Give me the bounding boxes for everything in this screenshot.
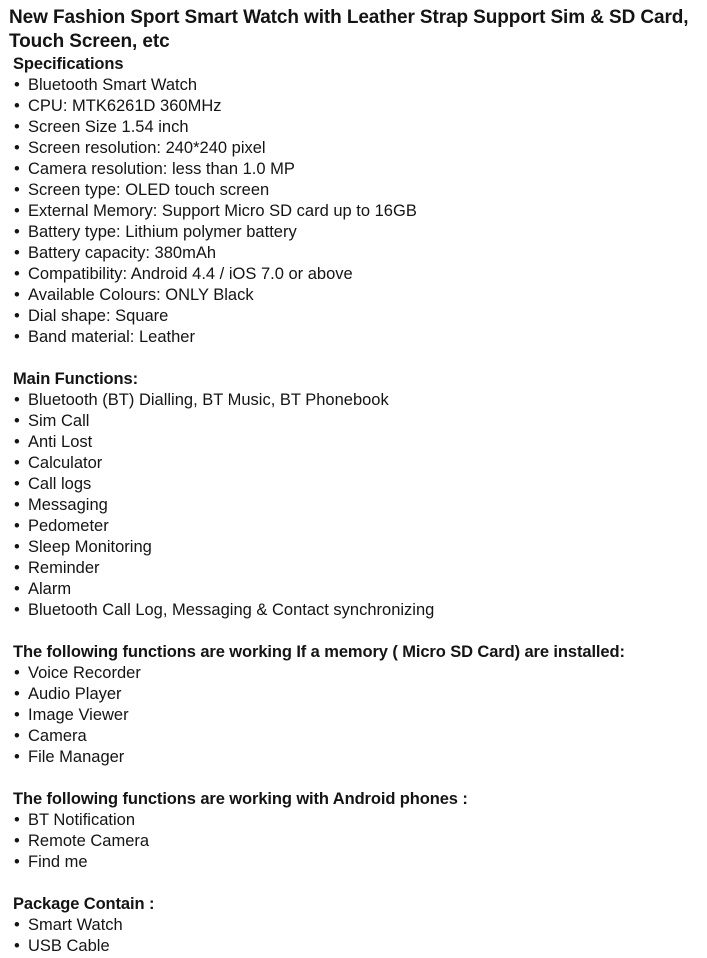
section-heading: Specifications [13,55,124,73]
section-heading: Main Functions: [13,370,138,388]
bullet-item [13,684,703,705]
bullet-item [13,663,703,684]
spec-section [13,54,703,348]
bullet-item [13,516,703,537]
bullet-item [13,96,703,117]
bullet-glyph: • [14,118,20,136]
bullet-item [13,474,703,495]
bullet-item-text: Remote Camera [28,832,150,850]
section-heading: The following functions are working If a memory ( Micro SD Card) are installed: [13,643,625,661]
section-heading: The following functions are working with Android phones : [13,790,468,808]
bullet-item-text: Sleep Monitoring [28,538,152,556]
bullet-glyph: • [14,223,20,241]
bullet-item [13,432,703,453]
spec-section [13,894,703,957]
bullet-item [13,138,703,159]
bullet-glyph: • [14,391,20,409]
bullet-item-text: Bluetooth Smart Watch [28,76,198,94]
bullet-item-text: Anti Lost [28,433,93,451]
bullet-item [13,285,703,306]
bullet-item [13,390,703,411]
bullet-glyph: • [14,97,20,115]
bullet-glyph: • [14,685,20,703]
bullet-item-text: Battery type: Lithium polymer battery [28,223,297,241]
bullet-glyph: • [14,559,20,577]
bullet-item-text: Call logs [28,475,92,493]
bullet-item [13,117,703,138]
bullet-glyph: • [14,517,20,535]
bullet-list [13,75,703,348]
bullet-item-text: Reminder [28,559,100,577]
bullet-list [13,390,703,621]
bullet-glyph: • [14,433,20,451]
bullet-item-text: Image Viewer [28,706,129,724]
bullet-item-text: Screen Size 1.54 inch [28,118,189,136]
bullet-glyph: • [14,181,20,199]
bullet-item [13,537,703,558]
bullet-glyph: • [14,76,20,94]
bullet-glyph: • [14,286,20,304]
bullet-item [13,579,703,600]
spec-section [13,789,703,873]
bullet-item-text: Camera resolution: less than 1.0 MP [28,160,295,178]
bullet-list [13,810,703,873]
bullet-item [13,201,703,222]
bullet-item-text: Audio Player [28,685,122,703]
bullet-glyph: • [14,307,20,325]
bullet-item-text: Screen resolution: 240*240 pixel [28,139,266,157]
bullet-item [13,600,703,621]
bullet-list [13,915,703,957]
bullet-item [13,915,703,936]
bullet-item [13,558,703,579]
spec-section [13,642,703,768]
bullet-item [13,243,703,264]
bullet-glyph: • [14,832,20,850]
bullet-glyph: • [14,727,20,745]
bullet-item-text: Sim Call [28,412,90,430]
bullet-glyph: • [14,139,20,157]
bullet-item-text: Compatibility: Android 4.4 / iOS 7.0 or above [28,265,353,283]
bullet-glyph: • [14,244,20,262]
bullet-item-text: Screen type: OLED touch screen [28,181,270,199]
bullet-glyph: • [14,706,20,724]
bullet-item [13,726,703,747]
bullet-glyph: • [14,916,20,934]
bullet-glyph: • [14,202,20,220]
bullet-glyph: • [14,454,20,472]
bullet-item-text: Battery capacity: 380mAh [28,244,217,262]
bullet-item [13,327,703,348]
bullet-item [13,852,703,873]
bullet-item-text: File Manager [28,748,125,766]
bullet-glyph: • [14,748,20,766]
bullet-glyph: • [14,265,20,283]
bullet-item-text: Available Colours: ONLY Black [28,286,254,304]
bullet-glyph: • [14,160,20,178]
bullet-item [13,411,703,432]
bullet-item [13,180,703,201]
bullet-glyph: • [14,580,20,598]
bullet-item-text: Bluetooth Call Log, Messaging & Contact synchronizing [28,601,435,619]
bullet-item-text: Band material: Leather [28,328,195,346]
bullet-item [13,495,703,516]
bullet-item-text: Smart Watch [28,916,123,934]
bullet-glyph: • [14,496,20,514]
bullet-item [13,936,703,957]
bullet-item [13,264,703,285]
bullet-item-text: Messaging [28,496,108,514]
product-title: New Fashion Sport Smart Watch with Leather Strap Support Sim & SD Card, Touch Screen, etc [9,7,689,52]
bullet-item-text: USB Cable [28,937,110,955]
bullet-item-text: Find me [28,853,88,871]
section-heading: Package Contain : [13,895,155,913]
bullet-list [13,663,703,768]
bullet-item [13,75,703,96]
bullet-item-text: Dial shape: Square [28,307,169,325]
sections-container [0,54,707,957]
bullet-item-text: CPU: MTK6261D 360MHz [28,97,222,115]
bullet-glyph: • [14,811,20,829]
bullet-item-text: External Memory: Support Micro SD card up to 16GB [28,202,417,220]
bullet-item-text: BT Notification [28,811,135,829]
bullet-item [13,831,703,852]
bullet-item [13,222,703,243]
bullet-item-text: Camera [28,727,87,745]
bullet-item-text: Bluetooth (BT) Dialling, BT Music, BT Phonebook [28,391,389,409]
bullet-glyph: • [14,937,20,955]
bullet-glyph: • [14,664,20,682]
bullet-item-text: Alarm [28,580,72,598]
bullet-glyph: • [14,328,20,346]
bullet-glyph: • [14,601,20,619]
bullet-item-text: Voice Recorder [28,664,141,682]
bullet-item [13,453,703,474]
bullet-item [13,747,703,768]
bullet-item [13,159,703,180]
bullet-glyph: • [14,412,20,430]
bullet-item [13,810,703,831]
spec-section [13,369,703,621]
bullet-item [13,705,703,726]
bullet-item-text: Pedometer [28,517,109,535]
bullet-item-text: Calculator [28,454,103,472]
bullet-glyph: • [14,538,20,556]
bullet-glyph: • [14,853,20,871]
bullet-item [13,306,703,327]
bullet-glyph: • [14,475,20,493]
